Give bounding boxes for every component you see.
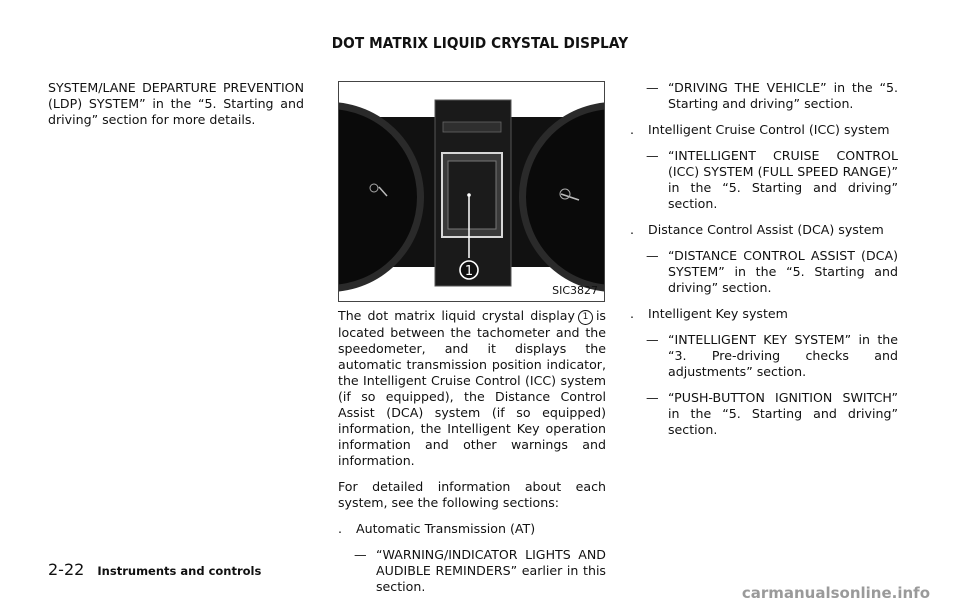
instrument-cluster-figure	[338, 81, 605, 302]
dash-marker: —	[646, 80, 659, 95]
figure-callout: 1	[464, 264, 474, 279]
page-title: DOT MATRIX LIQUID CRYSTAL DISPLAY	[331, 34, 629, 52]
bullet-marker: .	[630, 222, 635, 237]
reference-text: “INTELLIGENT KEY SYSTEM” in the “3. Pre-driving checks and adjustments” section.	[668, 332, 898, 379]
bullet-item	[338, 521, 606, 537]
callout-marker: 1	[578, 310, 593, 325]
bullet-marker: .	[630, 306, 635, 321]
bullet-marker: .	[338, 521, 343, 536]
page-number: 2-22	[48, 560, 85, 579]
instrument-cluster-illustration	[339, 82, 604, 301]
bullet-text: Intelligent Key system	[648, 306, 788, 321]
bullet-text: Automatic Transmission (AT)	[356, 521, 536, 536]
reference-item	[630, 80, 898, 112]
dash-marker: —	[646, 332, 659, 347]
intro-text-start: The dot matrix liquid crystal display	[338, 308, 575, 323]
section-name: Instruments and controls	[97, 564, 262, 578]
left-column	[48, 80, 304, 138]
bullet-marker: .	[630, 122, 635, 137]
sections-paragraph: For detailed information about each system, see the following sections:	[338, 479, 606, 510]
reference-text: “WARNING/INDICATOR LIGHTS AND AUDIBLE REMINDERS” earlier in this section.	[376, 547, 606, 594]
reference-text: “INTELLIGENT CRUISE CONTROL (ICC) SYSTEM (FULL SPEED RANGE)” in the “5. Starting and driving” section.	[668, 148, 898, 211]
reference-item	[630, 248, 898, 296]
reference-item	[338, 547, 606, 595]
middle-column	[338, 308, 606, 605]
reference-item	[630, 332, 898, 380]
dash-marker: —	[646, 148, 659, 163]
dash-marker: —	[646, 248, 659, 263]
bullet-item	[630, 306, 898, 322]
bullet-text: Intelligent Cruise Control (ICC) system	[648, 122, 890, 137]
right-column	[630, 80, 898, 448]
watermark: carmanualsonline.info	[741, 584, 930, 602]
reference-item	[630, 148, 898, 212]
intro-paragraph	[338, 308, 606, 469]
page-footer	[48, 560, 261, 579]
reference-text: “DRIVING THE VEHICLE” in the “5. Starting and driving” section.	[668, 80, 898, 111]
bullet-item	[630, 122, 898, 138]
dash-marker: —	[646, 390, 659, 405]
reference-item	[630, 390, 898, 438]
dash-marker: —	[354, 547, 367, 562]
reference-text: “DISTANCE CONTROL ASSIST (DCA) SYSTEM” in the “5. Starting and driving” section.	[668, 248, 898, 295]
bullet-item	[630, 222, 898, 238]
continued-text: SYSTEM/LANE DEPARTURE PREVENTION (LDP) SYSTEM” in the “5. Starting and driving” section for more details.	[48, 80, 304, 127]
reference-text: “PUSH-BUTTON IGNITION SWITCH” in the “5. Starting and driving” section.	[668, 390, 898, 437]
intro-text-end: is located between the tachometer and the speedometer, and it displays the automatic transmission position indicator, the Intelligent Cruise Control (ICC) system (if so equipped), the Distance Control Assist (DCA) system (if so equipped) information, the Intelligent Key operation information and other warnings and information.	[338, 308, 606, 468]
figure-code: SIC3827	[552, 284, 598, 297]
bullet-text: Distance Control Assist (DCA) system	[648, 222, 884, 237]
